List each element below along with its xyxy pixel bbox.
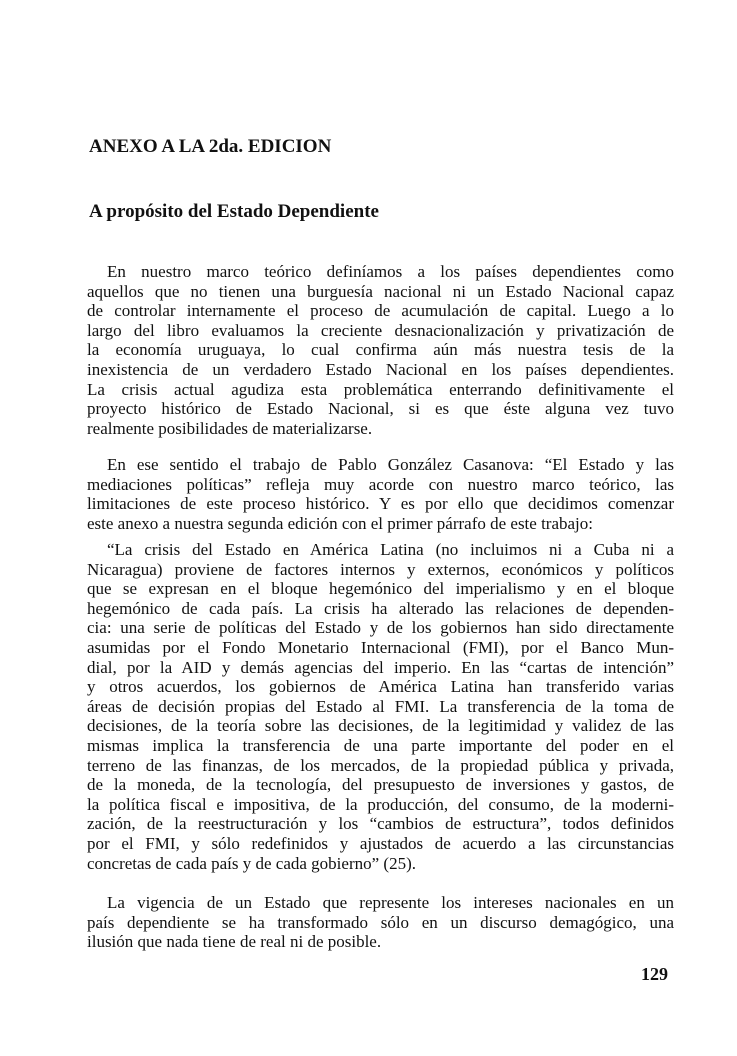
text-line: hegemónico de cada país. La crisis ha alterado las relaciones de dependen-	[87, 598, 674, 618]
page-number: 129	[641, 964, 668, 984]
text-line: mediaciones políticas” refleja muy acorde con nuestro marco teórico, las	[87, 474, 674, 494]
text-line: limitaciones de este proceso histórico. Y es por ello que decidimos comenzar	[87, 494, 674, 514]
text-line: En nuestro marco teórico definíamos a los países dependientes como	[107, 262, 674, 281]
text-line: Nicaragua) proviene de factores internos y externos, económicos y políticos	[87, 559, 674, 579]
text-line: asumidas por el Fondo Monetario Internacional (FMI), por el Banco Mun-	[87, 637, 674, 657]
text-line: La vigencia de un Estado que represente los intereses nacionales en un	[107, 893, 674, 912]
text-line: de controlar internamente el proceso de acumulación de capital. Luego a lo	[87, 301, 674, 321]
section-heading: A propósito del Estado Dependiente	[89, 201, 379, 222]
text-line: la política fiscal e impositiva, de la producción, del consumo, de la moderni-	[87, 794, 674, 814]
text-line: terreno de las finanzas, de los mercados, de la propiedad pública y privada,	[87, 755, 674, 775]
text-line: mismas implica la transferencia de una parte importante del poder en el	[87, 735, 674, 755]
text-line: y otros acuerdos, los gobiernos de América Latina han transferido varias	[87, 677, 674, 697]
text-line: proyecto histórico de Estado Nacional, si es que éste alguna vez tuvo	[87, 399, 674, 419]
text-line: “La crisis del Estado en América Latina (no incluimos ni a Cuba ni a	[107, 540, 674, 559]
annex-heading: ANEXO A LA 2da. EDICION	[89, 136, 332, 157]
paragraph	[87, 262, 674, 438]
text-line: que se expresan en el bloque hegemónico del imperialismo y en el bloque	[87, 579, 674, 599]
text-line: de la moneda, de la tecnología, del presupuesto de inversiones y gastos, de	[87, 775, 674, 795]
text-line: ilusión que nada tiene de real ni de posible.	[87, 932, 382, 952]
text-line: áreas de decisión propias del Estado al FMI. La transferencia de la toma de	[87, 696, 674, 716]
text-line: inexistencia de un verdadero Estado Nacional en los países dependientes.	[87, 359, 674, 379]
text-line: este anexo a nuestra segunda edición con el primer párrafo de este trabajo:	[87, 513, 593, 533]
text-line: La crisis actual agudiza esta problemática enterrando definitivamente el	[87, 379, 674, 399]
text-line: dial, por la AID y demás agencias del imperio. En las “cartas de intención”	[87, 657, 674, 677]
text-line: cia: una serie de políticas del Estado y de los gobiernos han sido directamente	[87, 618, 674, 638]
text-line: zación, de la reestructuración y los “cambios de estructura”, todos definidos	[87, 814, 674, 834]
paragraph	[87, 893, 674, 952]
text-line: por el FMI, y sólo redefinidos y ajustados de acuerdo a las circunstancias	[87, 833, 674, 853]
quote-paragraph	[87, 540, 674, 873]
text-line: largo del libro evaluamos la creciente desnacionalización y privatización de	[87, 320, 674, 340]
text-line: país dependiente se ha transformado sólo en un discurso demagógico, una	[87, 912, 674, 932]
text-line: En ese sentido el trabajo de Pablo González Casanova: “El Estado y las	[107, 455, 674, 474]
text-line: realmente posibilidades de materializarse.	[87, 418, 373, 438]
text-line: decisiones, de la teoría sobre las decisiones, de la legitimidad y validez de las	[87, 716, 674, 736]
text-line: aquellos que no tienen una burguesía nacional ni un Estado Nacional capaz	[87, 281, 674, 301]
text-line: la economía uruguaya, lo cual confirma aún más nuestra tesis de la	[87, 340, 674, 360]
paragraph	[87, 455, 674, 533]
text-line: concretas de cada país y de cada gobierno” (25).	[87, 853, 416, 873]
